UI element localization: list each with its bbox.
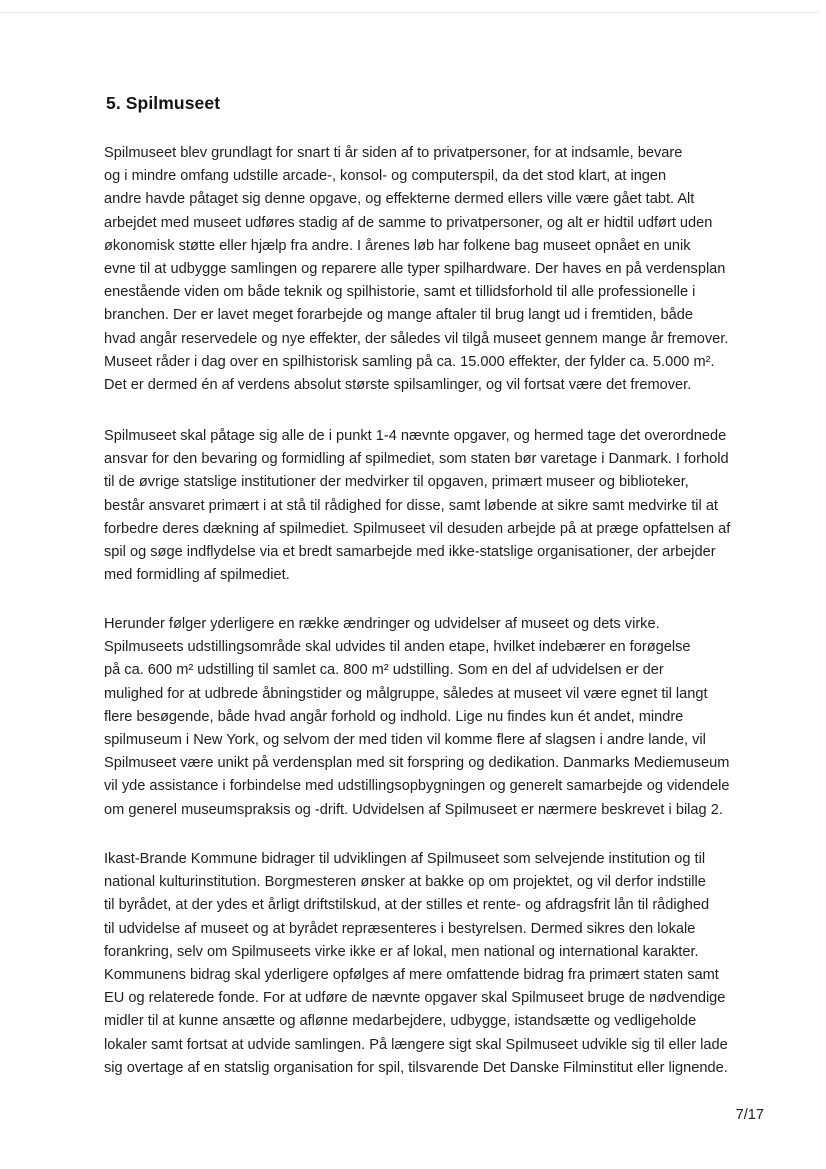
text-line: andre havde påtaget sig denne opgave, og effekterne dermed ellers ville være gået tabt. Alt — [104, 191, 695, 208]
text-line: forbedre deres dækning af spilmediet. Spilmuseet vil desuden arbejde på at præge opfattelsen af — [104, 520, 731, 537]
text-line: hvad angår reservedele og nye effekter, der således vil tilgå museet gennem mange år fremover. — [104, 330, 729, 347]
text-line: med formidling af spilmediet. — [104, 567, 290, 584]
text-line: sig overtage af en statslig organisation for spil, tilsvarende Det Danske Filminstitut eller lignende. — [104, 1059, 728, 1076]
text-line: spilmuseum i New York, og selvom der med tiden vil komme flere af slagsen i andre lande, vil — [104, 732, 706, 749]
text-line: økonomisk støtte eller hjælp fra andre. I årenes løb har folkene bag museet opnået en unik — [104, 237, 691, 254]
text-line: vil yde assistance i forbindelse med udstillingsopbygningen og generelt samarbejde og videndele — [104, 778, 730, 795]
text-line: mulighed for at udbrede åbningstider og målgruppe, således at museet vil være egnet til langt — [104, 685, 708, 702]
text-line: EU og relaterede fonde. For at udføre de nævnte opgaver skal Spilmuseet bruge de nødvendige — [104, 990, 726, 1007]
text-line: Spilmuseet blev grundlagt for snart ti år siden af to privatpersoner, for at indsamle, bevare — [104, 145, 683, 161]
text-line: midler til at kunne ansætte og aflønne medarbejdere, udbygge, istandsætte og vedligeholde — [104, 1013, 697, 1030]
text-line: om generel museumspraksis og -drift. Udvidelsen af Spilmuseet er nærmere beskrevet i bilag 2. — [104, 801, 723, 818]
text-line: til de øvrige statslige institutioner der medvirker til opgaven, primært museer og biblioteker, — [104, 474, 689, 491]
text-line: Det er dermed én af verdens absolut største spilsamlinger, og vil fortsat være det fremover. — [104, 377, 692, 394]
text-line: Ikast-Brande Kommune bidrager til udviklingen af Spilmuseet som selvejende institution og til — [104, 851, 706, 867]
text-line: flere besøgende, både hvad angår forhold og indhold. Lige nu findes kun ét andet, mindre — [104, 708, 684, 725]
text-line: til udvidelse af museet og at byrådet repræsenteres i bestyrelsen. Dermed sikres den lokale — [104, 920, 696, 937]
text-line: ansvar for den bevaring og formidling af spilmediet, som staten bør varetage i Danmark. I forhold — [104, 451, 729, 468]
text-line: forankring, selv om Spilmuseets virke ikke er af lokal, men national og international karakter. — [104, 943, 699, 960]
text-line: Museet råder i dag over en spilhistorisk samling på ca. 15.000 effekter, der fylder ca. 5.000 m². — [104, 353, 715, 370]
text-line: Spilmuseets udstillingsområde skal udvides til anden etape, hvilket indebærer en forøgelse — [104, 639, 691, 656]
text-line: Herunder følger yderligere en række ændringer og udvidelser af museet og dets virke. — [104, 616, 660, 632]
text-line: spil og søge indflydelse via et bredt samarbejde med ikke-statslige organisationer, der arbejder — [104, 544, 716, 561]
text-line: Kommunens bidrag skal yderligere opfølges af mere omfattende bidrag fra primært staten samt — [104, 967, 719, 984]
text-line: enestående viden om både teknik og spilhistorie, samt et tillidsforhold til alle professionelle i — [104, 284, 696, 301]
top-divider — [0, 12, 818, 13]
paragraph-3 — [104, 613, 730, 822]
paragraph-2 — [104, 425, 730, 587]
text-line: national kulturinstitution. Borgmesteren ønsker at bakke op om projektet, og vil derfor indstille — [104, 874, 706, 891]
text-line: branchen. Der er lavet meget forarbejde og mange aftaler til brug langt ud i fremtiden, både — [104, 307, 693, 324]
text-line: består ansvaret primært i at stå til rådighed for disse, samt løbende at sikre samt medvirke til at — [104, 497, 718, 514]
text-line: Spilmuseet skal påtage sig alle de i punkt 1-4 nævnte opgaver, og hermed tage det overordnede — [104, 428, 727, 444]
text-line: lokaler samt fortsat at udvide samlingen. På længere sigt skal Spilmuseet udvikle sig til eller lade — [104, 1036, 728, 1053]
text-line: på ca. 600 m² udstilling til samlet ca. 800 m² udstilling. Som en del af udvidelsen er der — [104, 662, 664, 679]
text-line: arbejdet med museet udføres stadig af de samme to privatpersoner, og alt er hidtil udført uden — [104, 214, 713, 231]
text-line: Spilmuseet være unikt på verdensplan med sit forspring og dedikation. Danmarks Mediemuseum — [104, 755, 730, 772]
text-line: og i mindre omfang udstille arcade-, konsol- og computerspil, da det stod klart, at ingen — [104, 168, 667, 185]
paragraph-4 — [104, 848, 728, 1080]
text-line: evne til at udbygge samlingen og reparere alle typer spilhardware. Der haves en på verdensplan — [104, 261, 726, 278]
text-line: til byrådet, at der ydes et årligt driftstilskud, at der stilles et rente- og afdragsfrit lån til rådighed — [104, 897, 710, 914]
page-number: 7/17 — [735, 1107, 764, 1123]
paragraph-1 — [104, 142, 728, 397]
section-heading: 5. Spilmuseet — [106, 93, 221, 113]
